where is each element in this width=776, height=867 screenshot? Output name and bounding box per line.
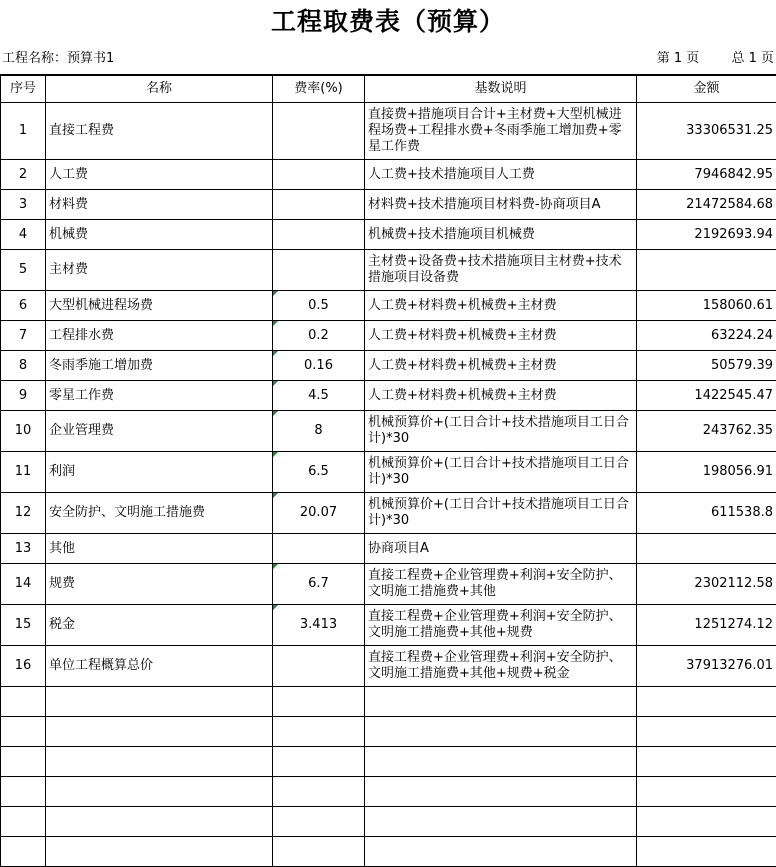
table-row	[1, 351, 776, 381]
row-amount: 243762.35	[637, 411, 776, 452]
empty-row	[1, 717, 776, 747]
row-amount	[637, 534, 776, 564]
row-no: 9	[1, 381, 46, 411]
row-name: 零星工作费	[46, 381, 273, 411]
table-row	[1, 646, 776, 687]
table-row	[1, 220, 776, 250]
row-amount: 1251274.12	[637, 605, 776, 646]
header-rate: 费率(%)	[273, 75, 365, 103]
row-name: 大型机械进程场费	[46, 291, 273, 321]
page-current: 第 1 页	[657, 51, 700, 66]
header-no: 序号	[1, 75, 46, 103]
row-base: 机械费+技术措施项目机械费	[365, 220, 637, 250]
row-no: 2	[1, 160, 46, 190]
row-amount: 21472584.68	[637, 190, 776, 220]
row-base: 人工费+技术措施项目人工费	[365, 160, 637, 190]
table-row	[1, 534, 776, 564]
table-row	[1, 291, 776, 321]
row-amount: 158060.61	[637, 291, 776, 321]
row-rate: 0.2	[273, 321, 365, 351]
row-name: 单位工程概算总价	[46, 646, 273, 687]
row-base: 主材费+设备费+技术措施项目主材费+技术措施项目设备费	[365, 250, 637, 291]
row-no: 12	[1, 493, 46, 534]
row-base: 直接工程费+企业管理费+利润+安全防护、文明施工措施费+其他+规费+税金	[365, 646, 637, 687]
table-row	[1, 493, 776, 534]
row-base: 人工费+材料费+机械费+主材费	[365, 321, 637, 351]
empty-row	[1, 807, 776, 837]
header-amount: 金额	[637, 75, 776, 103]
row-no: 10	[1, 411, 46, 452]
row-no: 6	[1, 291, 46, 321]
row-rate	[273, 190, 365, 220]
page-info	[651, 47, 774, 66]
row-rate	[273, 646, 365, 687]
page-title: 工程取费表（预算）	[0, 2, 776, 38]
empty-row	[1, 777, 776, 807]
row-name: 其他	[46, 534, 273, 564]
row-rate	[273, 220, 365, 250]
empty-row	[1, 747, 776, 777]
table-row	[1, 250, 776, 291]
row-rate: 6.7	[273, 564, 365, 605]
row-rate: 20.07	[273, 493, 365, 534]
row-amount: 2192693.94	[637, 220, 776, 250]
table-row	[1, 321, 776, 351]
row-no: 8	[1, 351, 46, 381]
row-rate	[273, 250, 365, 291]
row-name: 规费	[46, 564, 273, 605]
row-base: 直接工程费+企业管理费+利润+安全防护、文明施工措施费+其他	[365, 564, 637, 605]
table-row	[1, 381, 776, 411]
row-rate: 6.5	[273, 452, 365, 493]
row-base: 直接费+措施项目合计+主材费+大型机械进程场费+工程排水费+冬雨季施工增加费+零星工作费	[365, 103, 637, 160]
row-no: 5	[1, 250, 46, 291]
row-no: 16	[1, 646, 46, 687]
row-name: 直接工程费	[46, 103, 273, 160]
row-no: 13	[1, 534, 46, 564]
row-no: 14	[1, 564, 46, 605]
row-amount: 7946842.95	[637, 160, 776, 190]
row-name: 材料费	[46, 190, 273, 220]
row-base: 人工费+材料费+机械费+主材费	[365, 291, 637, 321]
row-rate: 8	[273, 411, 365, 452]
row-rate	[273, 160, 365, 190]
row-amount: 198056.91	[637, 452, 776, 493]
row-name: 利润	[46, 452, 273, 493]
row-name: 税金	[46, 605, 273, 646]
row-no: 11	[1, 452, 46, 493]
table-row	[1, 452, 776, 493]
row-base: 协商项目A	[365, 534, 637, 564]
row-no: 15	[1, 605, 46, 646]
row-amount: 37913276.01	[637, 646, 776, 687]
table-row	[1, 564, 776, 605]
table-row	[1, 190, 776, 220]
row-rate	[273, 534, 365, 564]
row-base: 机械预算价+(工日合计+技术措施项目工日合计)*30	[365, 411, 637, 452]
row-amount: 1422545.47	[637, 381, 776, 411]
table-row	[1, 411, 776, 452]
row-base: 人工费+材料费+机械费+主材费	[365, 351, 637, 381]
row-name: 冬雨季施工增加费	[46, 351, 273, 381]
row-name: 人工费	[46, 160, 273, 190]
row-amount: 2302112.58	[637, 564, 776, 605]
row-name: 企业管理费	[46, 411, 273, 452]
table-row	[1, 103, 776, 160]
empty-row	[1, 687, 776, 717]
row-base: 机械预算价+(工日合计+技术措施项目工日合计)*30	[365, 493, 637, 534]
fee-table	[0, 74, 776, 867]
empty-row	[1, 837, 776, 867]
row-name: 主材费	[46, 250, 273, 291]
table-row	[1, 605, 776, 646]
row-name: 工程排水费	[46, 321, 273, 351]
row-amount: 33306531.25	[637, 103, 776, 160]
row-amount	[637, 250, 776, 291]
row-amount: 50579.39	[637, 351, 776, 381]
row-no: 3	[1, 190, 46, 220]
row-rate	[273, 103, 365, 160]
project-name: 工程名称：预算书1	[2, 47, 114, 66]
table-header-row	[1, 75, 776, 103]
table-row	[1, 160, 776, 190]
row-no: 4	[1, 220, 46, 250]
row-rate: 0.5	[273, 291, 365, 321]
row-rate: 3.413	[273, 605, 365, 646]
row-name: 机械费	[46, 220, 273, 250]
row-no: 1	[1, 103, 46, 160]
row-base: 材料费+技术措施项目材料费-协商项目A	[365, 190, 637, 220]
row-base: 人工费+材料费+机械费+主材费	[365, 381, 637, 411]
row-rate: 0.16	[273, 351, 365, 381]
row-amount: 63224.24	[637, 321, 776, 351]
header-name: 名称	[46, 75, 273, 103]
row-base: 直接工程费+企业管理费+利润+安全防护、文明施工措施费+其他+规费	[365, 605, 637, 646]
row-rate: 4.5	[273, 381, 365, 411]
row-no: 7	[1, 321, 46, 351]
row-base: 机械预算价+(工日合计+技术措施项目工日合计)*30	[365, 452, 637, 493]
row-amount: 611538.8	[637, 493, 776, 534]
header-base: 基数说明	[365, 75, 637, 103]
row-name: 安全防护、文明施工措施费	[46, 493, 273, 534]
page-total: 总 1 页	[731, 51, 774, 66]
